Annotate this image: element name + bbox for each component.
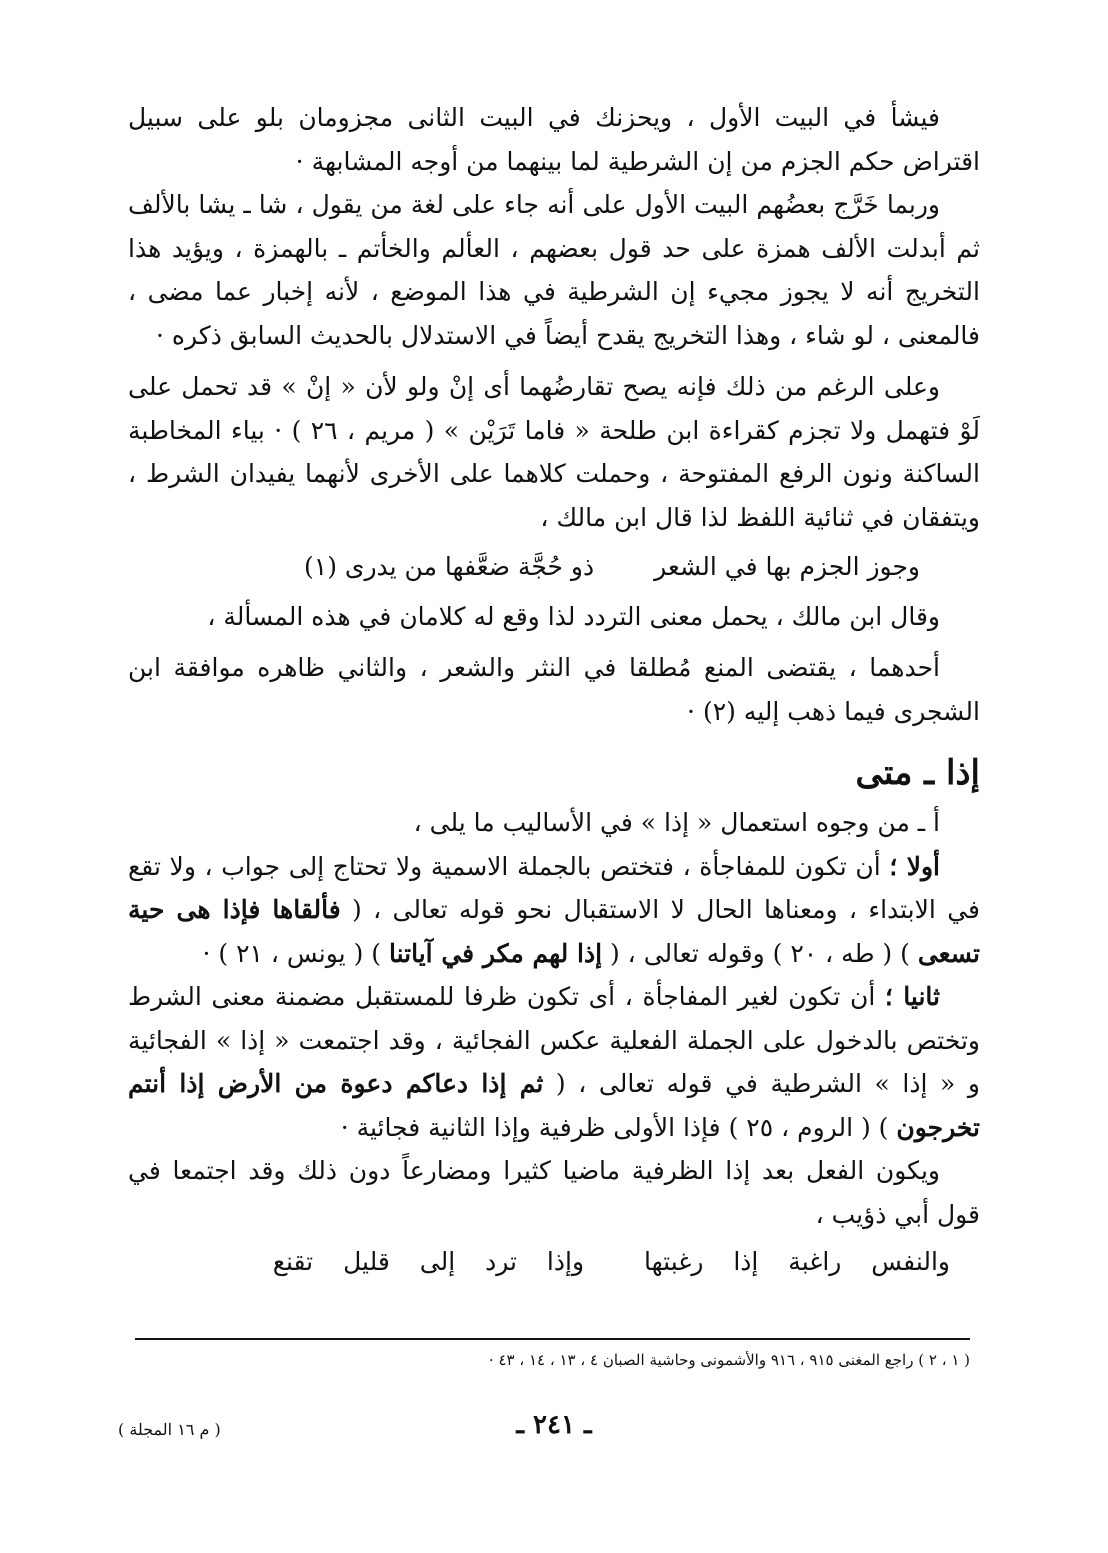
paragraph-7-text: أن تكون للمفاجأة ، فتختص بالجملة الاسمية ولا تحتاج إلى جواب ، ولا تقع في الابتداء ، ومعناها الحال لا الاستقبال نحو قوله تعالى ، ( xyxy=(128,851,980,924)
quran-quote-rum: ثم إذا دعاكم دعوة من الأرض إذا أنتم تخرجون xyxy=(128,1069,980,1142)
paragraph-7-lead: أولا ؛ xyxy=(889,851,941,881)
paragraph-8 xyxy=(128,975,980,1149)
verse-2 xyxy=(128,1240,980,1284)
section-heading: إذا ـ متى xyxy=(855,753,980,793)
paragraph-8-end: ) ( الروم ، ٢٥ ) فإذا الأولى ظرفية وإذا الثانية فجائية · xyxy=(340,1112,889,1142)
paragraph-7 xyxy=(128,845,980,976)
journal-reference: ( م ١٦ المجلة ) xyxy=(118,1420,221,1439)
verse-1-second-hemistich: ذو حُجَّة ضعَّفها من يدرى (١) xyxy=(303,552,595,581)
paragraph-6: أ ـ من وجوه استعمال « إذا » في الأساليب ما يلى ، xyxy=(413,808,940,837)
paragraph-2: وربما خَرَّج بعضُهم البيت الأول على أنه جاء على لغة من يقول ، شا ـ يشا بالألف ثم أبدلت الألف همزة على حد قول بعضهم ، العألم والخأتم ـ بالهمزة ، ويؤيد هذا التخريج أنه لا يجوز مجيء إن الشرطية في هذا الموضع ، لأنه إخبار عما مضى ، فالمعنى ، لو شاء ، وهذا التخريج يقدح أيضاً في الاستدلال بالحديث السابق ذكره · xyxy=(128,190,980,350)
paragraph-8-lead: ثانيا ؛ xyxy=(884,982,940,1011)
footnote: ( ١ ، ٢ ) راجع المغنى ٩١٥ ، ٩١٦ والأشمونى وحاشية الصبان ٤ ، ١٣ ، ١٤ ، ٤٣ · xyxy=(488,1351,970,1369)
page-number: ـ ٢٤١ ـ xyxy=(516,1410,592,1440)
paragraph-7-end: ) ( يونس ، ٢١ ) · xyxy=(202,938,382,968)
paragraph-4: وقال ابن مالك ، يحمل معنى التردد لذا وقع له كلامان في هذه المسألة ، xyxy=(207,601,940,631)
verse-2-second-hemistich: وإذا ترد إلى قليل تقنع xyxy=(272,1247,585,1276)
verse-1-first-hemistich: وجوز الجزم بها في الشعر xyxy=(654,552,920,581)
quran-quote-taha: فألقاها فإذا هى حية تسعى xyxy=(128,895,980,968)
paragraph-7-middle: ) ( طه ، ٢٠ ) وقوله تعالى ، ( xyxy=(609,938,910,968)
footnote-divider xyxy=(135,1338,970,1340)
verse-2-first-hemistich: والنفس راغبة إذا رغبتها xyxy=(644,1247,950,1276)
verse-1 xyxy=(128,545,980,589)
paragraph-1: فيشأ في البيت الأول ، ويحزنك في البيت الثانى مجزومان بلو على سبيل اقتراض حكم الجزم من إن الشرطية لما بينهما من أوجه المشابهة · xyxy=(128,103,980,176)
paragraph-5: أحدهما ، يقتضى المنع مُطلقا في النثر والشعر ، والثاني ظاهره موافقة ابن الشجرى فيما ذهب إليه (٢) · xyxy=(128,653,980,726)
main-text xyxy=(128,96,980,1290)
paragraph-9: ويكون الفعل بعد إذا الظرفية ماضيا كثيرا ومضارعاً دون ذلك وقد اجتمعا في قول أبي ذؤيب ، xyxy=(128,1156,980,1229)
paragraph-3: وعلى الرغم من ذلك فإنه يصح تقارضُهما أى إنْ ولو لأن « إنْ » قد تحمل على لَوْ فتهمل ولا تجزم كقراءة ابن طلحة « فاما تَرَيْن » ( مريم ، ٢٦ ) · بياء المخاطبة الساكنة ونون الرفع المفتوحة ، وحملت كلاهما على الأخرى لأنهما يفيدان الشرط ، ويتفقان في ثنائية اللفظ لذا قال ابن مالك ، xyxy=(128,372,980,532)
quran-quote-yunus: إذا لهم مكر في آياتنا xyxy=(388,938,603,968)
paragraph-8-text: أن تكون لغير المفاجأة ، أى تكون ظرفا للمستقبل مضمنة معنى الشرط وتختص بالدخول على الجملة الفعلية عكس الفجائية ، وقد اجتمعت « إذا » الفجائية و « إذا » الشرطية في قوله تعالى ، ( xyxy=(128,982,980,1098)
